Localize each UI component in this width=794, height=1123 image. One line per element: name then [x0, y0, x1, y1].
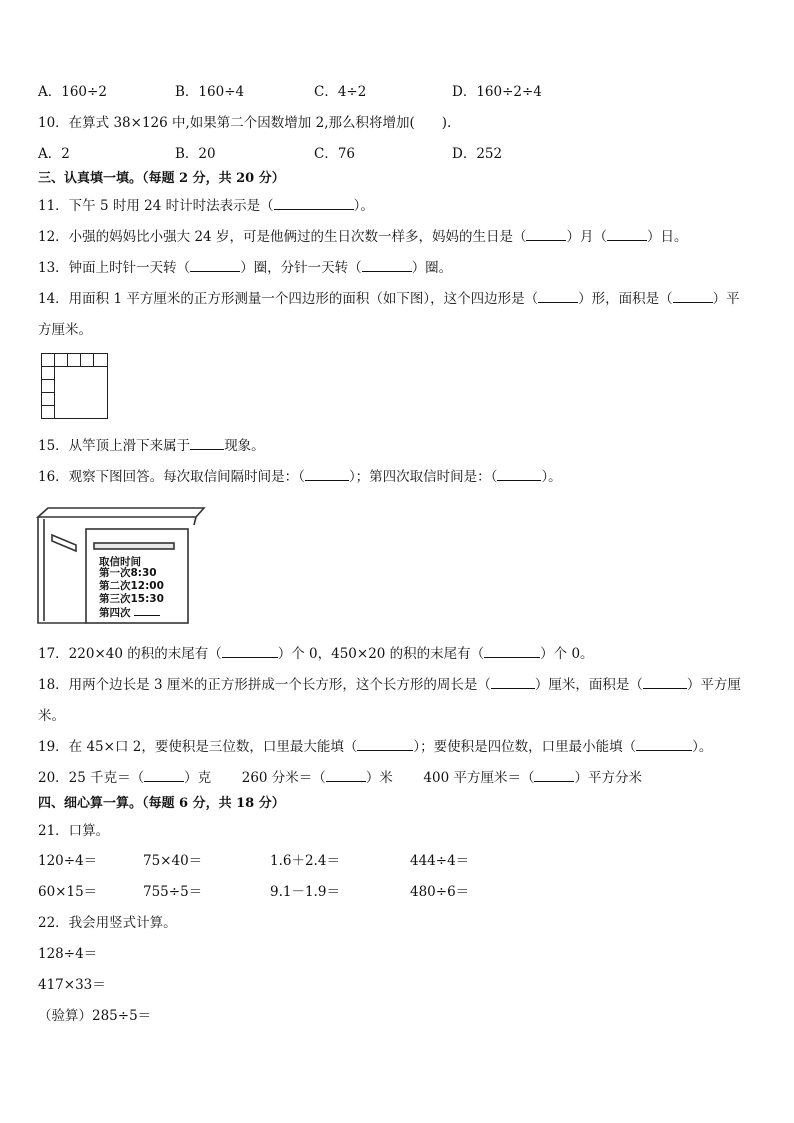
- q18-text-mid: ）厘米，面积是（: [534, 677, 643, 693]
- mailbox-row-4-label: 第四次: [99, 607, 131, 619]
- q20-blank-sqdm[interactable]: [534, 769, 574, 782]
- mailbox-figure: [36, 505, 208, 629]
- q22-item-1: 128÷4＝: [38, 946, 98, 962]
- q10-option-b: B．20: [175, 146, 216, 162]
- q14-text: 14．用面积 1 平方厘米的正方形测量一个四边形的面积（如下图），这个四边形是（: [38, 291, 539, 307]
- q12-text: 12．小强的妈妈比小强大 24 岁，可是他俩过的生日次数一样多，妈妈的生日是（: [38, 229, 527, 245]
- q10-question: 10．在算式 38×126 中,如果第二个因数增加 2,那么积将增加( ).: [38, 115, 452, 131]
- q21-calc-2: 75×40＝: [143, 853, 203, 869]
- q18-text-end: ）平方厘: [686, 677, 741, 693]
- q19: [38, 738, 712, 756]
- q17-text: 17．220×40 的积的末尾有（: [38, 646, 222, 662]
- area-grid-figure: [41, 353, 111, 421]
- q16-blank-interval[interactable]: [305, 468, 349, 481]
- q15-text: 15．从竿顶上滑下来属于: [38, 438, 191, 454]
- q20-part1-unit: ）克: [184, 770, 212, 786]
- q14-blank-area[interactable]: [673, 290, 713, 303]
- q18: [38, 676, 741, 694]
- q16-text-end: ）。: [541, 469, 562, 485]
- q16-text: 16．观察下图回答。每次取信间隔时间是：（: [38, 469, 305, 485]
- q20-part1-text: 20．25 千克＝（: [38, 770, 145, 786]
- q13: [38, 259, 452, 277]
- q17-blank-2[interactable]: [484, 645, 540, 658]
- q18-line2: 米。: [38, 708, 65, 724]
- q13-blank-minute[interactable]: [362, 259, 412, 272]
- q20-blank-grams[interactable]: [144, 769, 184, 782]
- q11: [38, 197, 374, 215]
- q19-text: 19．在 45×口 2，要使积是三位数，口里最大能填（: [38, 739, 358, 755]
- q13-blank-hour[interactable]: [190, 259, 240, 272]
- q20-part3-text: 400 平方厘米＝（: [423, 770, 535, 786]
- q14-blank-shape[interactable]: [538, 290, 578, 303]
- q21-calc-4: 444÷4＝: [410, 853, 470, 869]
- q19-blank-min[interactable]: [636, 738, 692, 751]
- q17-text-end: ）个 0。: [540, 646, 594, 662]
- q10-option-c: C．76: [314, 146, 356, 162]
- q13-text-mid: ）圈，分针一天转（: [240, 260, 362, 276]
- q22-title: 22．我会用竖式计算。: [38, 915, 177, 931]
- q19-blank-max[interactable]: [357, 738, 413, 751]
- mailbox-row-4: [99, 605, 160, 620]
- q14-text-end: ）平: [712, 291, 740, 307]
- mailbox-row-1: 第一次8:30: [99, 567, 157, 579]
- q16-blank-fourth[interactable]: [497, 468, 541, 481]
- q14-line2: 方厘米。: [38, 322, 92, 338]
- q18-blank-area[interactable]: [643, 676, 687, 689]
- section-4-heading: 四、细心算一算。（每题 6 分，共 18 分）: [38, 796, 285, 811]
- q10-option-d: D．252: [452, 146, 503, 162]
- q15: [38, 437, 265, 455]
- q9-option-b: B．160÷4: [175, 84, 245, 100]
- q14: [38, 290, 740, 308]
- q17-blank-1[interactable]: [222, 645, 278, 658]
- q21-calc-1: 120÷4＝: [38, 853, 98, 869]
- q9-option-a: A．160÷2: [38, 84, 107, 100]
- grid-outline: [42, 354, 108, 419]
- q18-blank-perimeter[interactable]: [491, 676, 535, 689]
- q17-text-mid: ）个 0，450×20 的积的末尾有（: [277, 646, 485, 662]
- q18-text: 18．用两个边长是 3 厘米的正方形拼成一个长方形，这个长方形的周长是（: [38, 677, 491, 693]
- q20-part2-text: 260 分米＝（: [241, 770, 326, 786]
- q11-text-end: ）。: [353, 198, 374, 214]
- q22-item-2: 417×33＝: [38, 977, 106, 993]
- q14-text-mid: ）形，面积是（: [578, 291, 673, 307]
- q21-title: 21．口算。: [38, 823, 110, 839]
- q20-blank-meters[interactable]: [326, 769, 366, 782]
- q20-part2-unit: ）米: [365, 770, 393, 786]
- q11-blank[interactable]: [274, 197, 354, 210]
- q21-calc-6: 755÷5＝: [143, 884, 203, 900]
- mailbox-row-3: 第三次15:30: [99, 593, 164, 605]
- q17: [38, 645, 594, 663]
- q15-blank[interactable]: [190, 437, 224, 450]
- q9-option-d: D．160÷2÷4: [452, 84, 542, 100]
- q16: [38, 468, 562, 486]
- q19-text-mid: ）；要使积是四位数，口里最小能填（: [413, 739, 637, 755]
- q21-calc-7: 9.1－1.9＝: [270, 884, 340, 900]
- q20-part3-unit: ）平方分米: [574, 770, 642, 786]
- q21-calc-8: 480÷6＝: [410, 884, 470, 900]
- q21-calc-5: 60×15＝: [38, 884, 98, 900]
- q13-text: 13．钟面上时针一天转（: [38, 260, 191, 276]
- q12: [38, 228, 687, 246]
- section-3-heading: 三、认真填一填。（每题 2 分，共 20 分）: [38, 171, 285, 186]
- q22-item-3: （验算）285÷5＝: [38, 1008, 152, 1024]
- q12-blank-day[interactable]: [607, 228, 647, 241]
- q12-text-end: ）日。: [646, 229, 688, 245]
- mailbox-title: 取信时间: [99, 556, 141, 568]
- q11-text: 11．下午 5 时用 24 时计时法表示是（: [38, 198, 274, 214]
- q16-text-mid: ）；第四次取信时间是：（: [348, 469, 498, 485]
- q10-option-a: A．2: [38, 146, 70, 162]
- q19-text-end: ）。: [692, 739, 713, 755]
- q12-text-mid: ）月（: [566, 229, 607, 245]
- mailbox-row-4-blank: [134, 605, 160, 616]
- q12-blank-month[interactable]: [526, 228, 566, 241]
- q20: [38, 769, 642, 787]
- mailbox-row-2: 第二次12:00: [99, 580, 164, 592]
- q13-text-end: ）圈。: [411, 260, 453, 276]
- q15-text-end: 现象。: [224, 438, 265, 454]
- q9-option-c: C．4÷2: [314, 84, 367, 100]
- q21-calc-3: 1.6＋2.4＝: [270, 853, 340, 869]
